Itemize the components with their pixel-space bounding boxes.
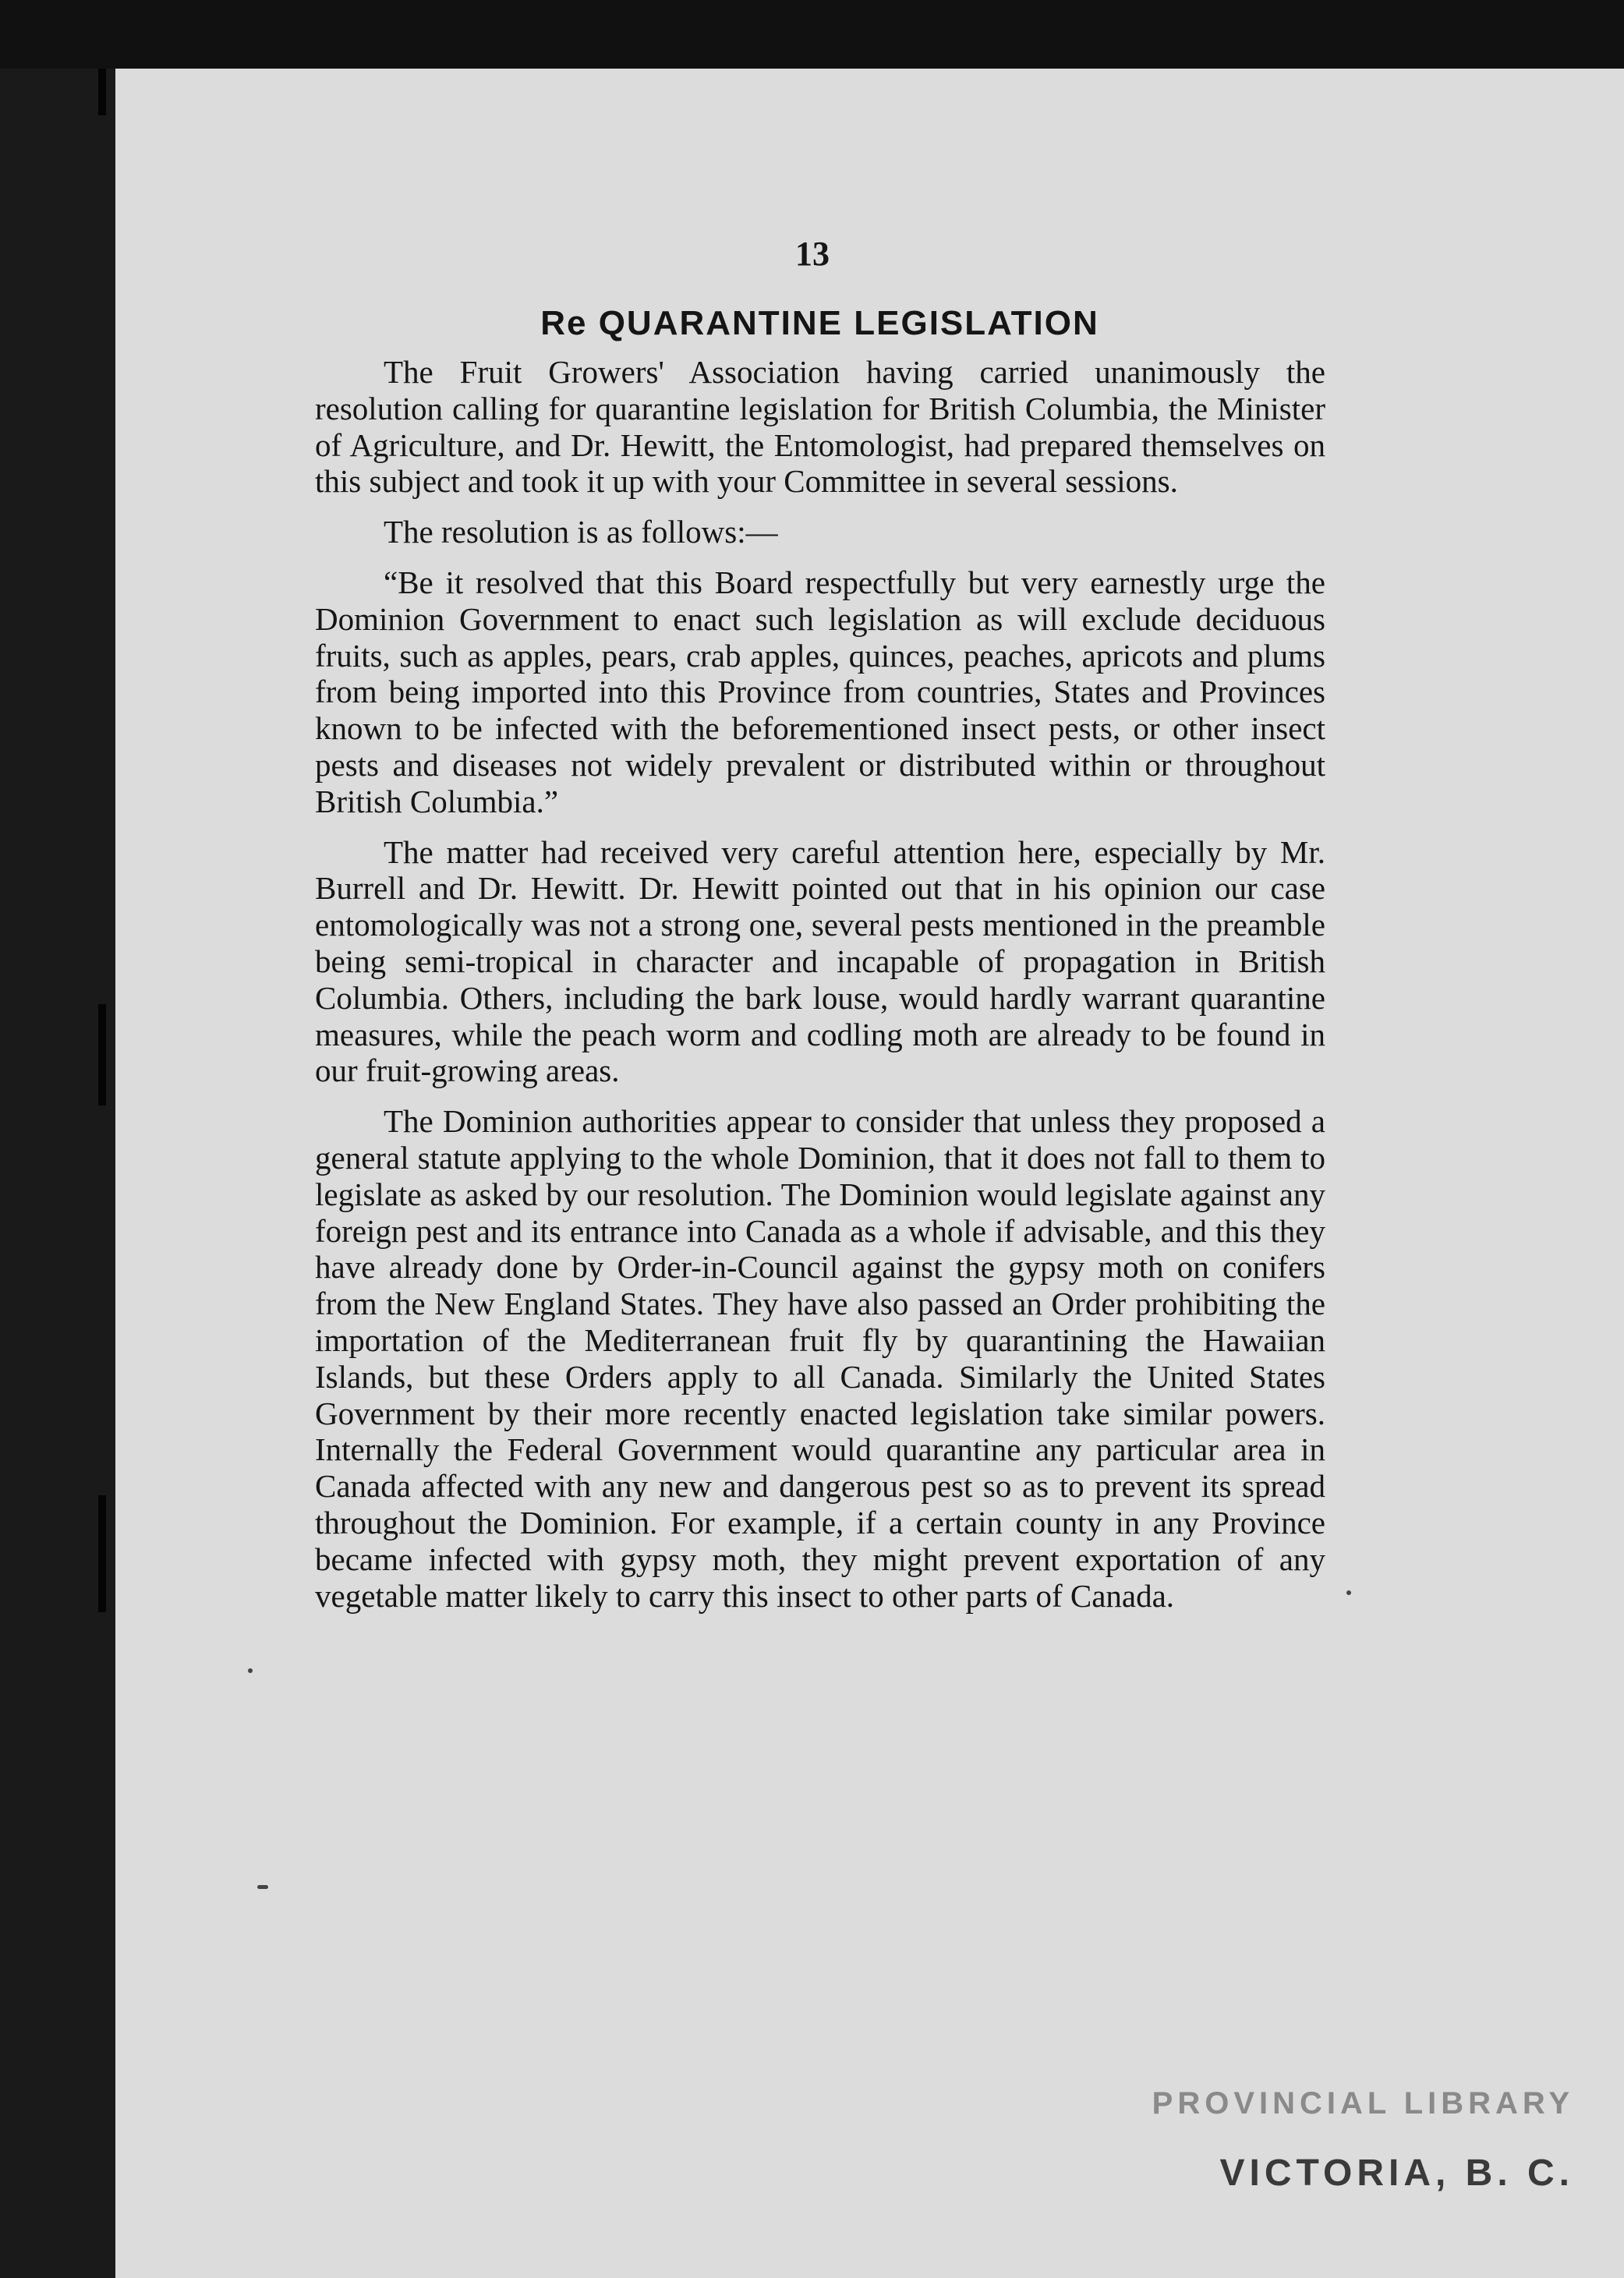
quoted-resolution: “Be it resolved that this Board respectfully but very earnestly urge the Dominion Government to enact such legislation as will exclude deciduous fruits, such as apples, pears, crab apples, quinces, peaches, apricots and plums from being imported into this Province from countries, States and Provinces known to be infected with the beforementioned insect pests, or other insect pests and diseases not widely prevalent or distributed within or throughout British Columbia.”	[315, 564, 1325, 819]
library-stamp-line2: VICTORIA, B. C.	[1219, 2152, 1574, 2194]
page-number: 13	[795, 235, 830, 273]
paragraph: The Fruit Growers' Association having carried unanimously the resolution calling for quarantine legislation for British Columbia, the Minister of Agriculture, and Dr. Hewitt, the Entomologist, had prepared themselves on this subject and took it up with your Committee in several sessions.	[315, 354, 1325, 500]
paragraph: The matter had received very careful attention here, especially by Mr. Burrell and Dr. Hewitt. Dr. Hewitt pointed out that in his opinion our case entomologically was not a strong one, several pests mentioned in the preamble being semi-tropical in character and incapable of propagation in British Columbia. Others, including the bark louse, would hardly warrant quarantine measures, while the peach worm and codling moth are already to be found in our fruit-growing areas.	[315, 833, 1325, 1089]
binding-mark	[98, 1495, 106, 1612]
scan-speck	[1346, 1590, 1351, 1595]
page-title: Re QUARANTINE LEGISLATION	[540, 304, 1099, 342]
paragraph: The Dominion authorities appear to consider that unless they proposed a general statute applying to the whole Dominion, that it does not fall to them to legislate as asked by our resolution. The Dominion would legislate against any foreign pest and its entrance into Canada as a whole if advisable, and this they have already done by Order-in-Council against the gypsy moth on conifers from the New England States. They have also passed an Order prohibiting the importation of the Mediterranean fruit fly by quarantining the Hawaiian Islands, but these Orders apply to all Canada. Similarly the United States Government by their more recently enacted legislation take similar powers. Internally the Federal Government would quarantine any particular area in Canada affected with any new and dangerous pest so as to prevent its spread throughout the Dominion. For example, if a certain county in any Province became infected with gypsy moth, they might prevent exportation of any vegetable matter likely to carry this insect to other parts of Canada.	[315, 1103, 1325, 1614]
paragraph: The resolution is as follows:—	[384, 514, 778, 550]
body-text	[315, 354, 1325, 1628]
scan-speck	[257, 1885, 268, 1889]
library-stamp-line1: PROVINCIAL LIBRARY	[1152, 2086, 1574, 2121]
binding-mark	[98, 1004, 106, 1105]
scan-speck	[248, 1668, 253, 1673]
binding-mark	[98, 69, 106, 115]
scan-left-margin	[0, 69, 115, 2278]
